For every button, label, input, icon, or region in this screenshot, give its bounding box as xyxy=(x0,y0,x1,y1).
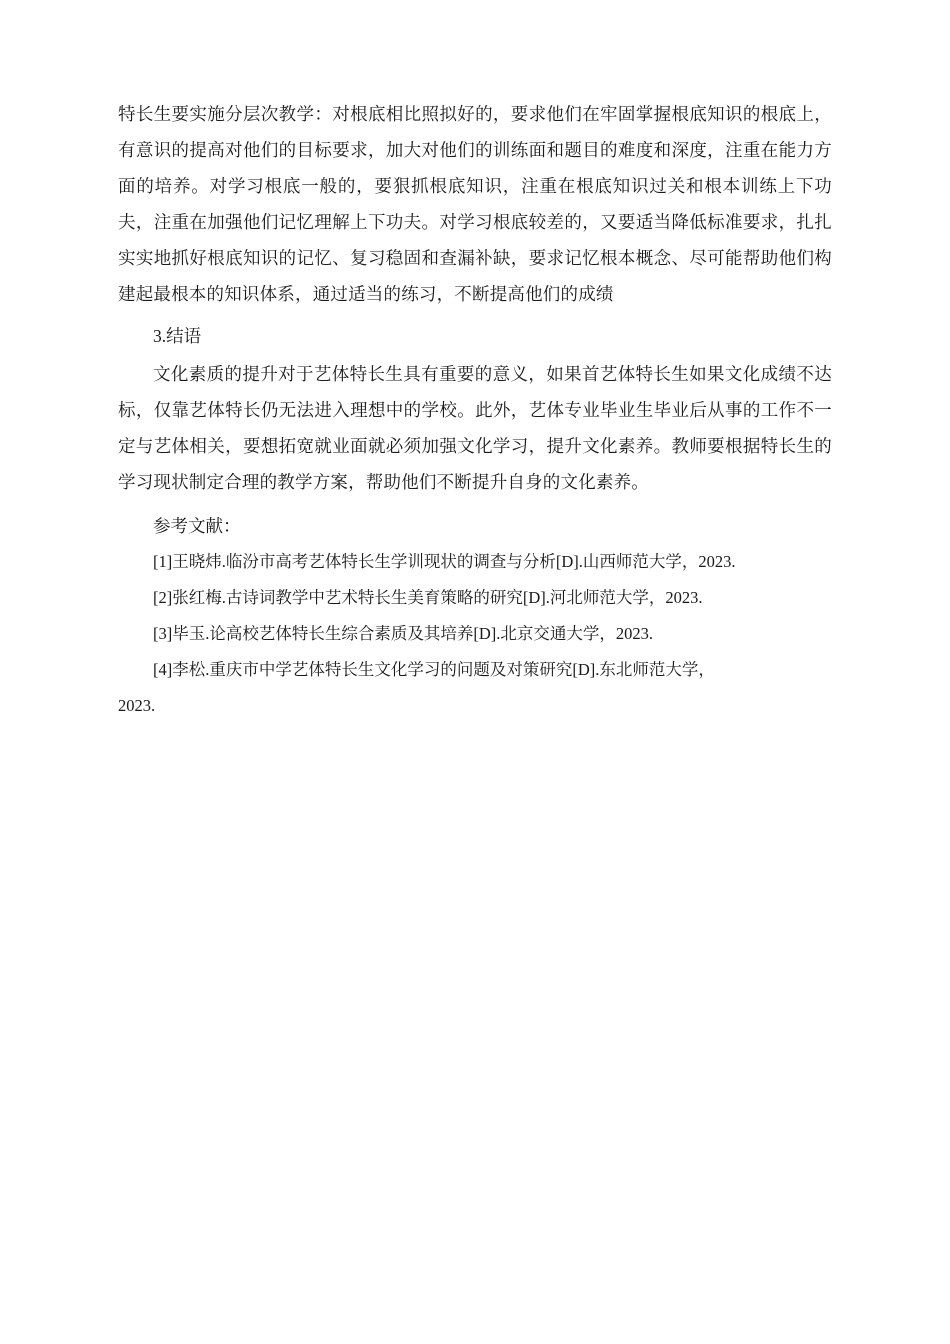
paragraph-teaching-levels: 特长生要实施分层次教学：对根底相比照拟好的，要求他们在牢固掌握根底知识的根底上，有意识的提高对他们的目标要求，加大对他们的训练面和题目的难度和深度，注重在能力方面的培养。对学习根底一般的，要狠抓根底知识，注重在根底知识过关和根本训练上下功夫，注重在加强他们记忆理解上下功夫。对学习根底较差的，又要适当降低标准要求，扎扎实实地抓好根底知识的记忆、复习稳固和查漏补缺，要求记忆根本概念、尽可能帮助他们构建起最根本的知识体系，通过适当的练习，不断提高他们的成绩 xyxy=(118,104,832,304)
document-body xyxy=(118,96,832,724)
section-heading-conclusion: 3.结语 xyxy=(153,326,202,346)
paragraph-conclusion: 文化素质的提升对于艺体特长生具有重要的意义，如果首艺体特长生如果文化成绩不达标，仅靠艺体特长仍无法进入理想中的学校。此外，艺体专业毕业生毕业后从事的工作不一定与艺体相关，要想拓宽就业面就必须加强文化学习，提升文化素养。教师要根据特长生的学习现状制定合理的教学方案，帮助他们不断提升自身的文化素养。 xyxy=(118,364,832,492)
reference-item: [3]毕玉.论高校艺体特长生综合素质及其培养[D].北京交通大学，2023. xyxy=(153,624,654,643)
reference-item: [4]李松.重庆市中学艺体特长生文化学习的问题及对策研究[D].东北师范大学， xyxy=(153,660,715,679)
reference-item-continuation: 2023. xyxy=(118,696,156,715)
references-title: 参考文献： xyxy=(153,516,241,536)
reference-item: [2]张红梅.古诗词教学中艺术特长生美育策略的研究[D].河北师范大学，2023. xyxy=(153,588,703,607)
reference-item: [1]王晓炜.临汾市高考艺体特长生学训现状的调查与分析[D].山西师范大学，2023. xyxy=(153,552,736,571)
